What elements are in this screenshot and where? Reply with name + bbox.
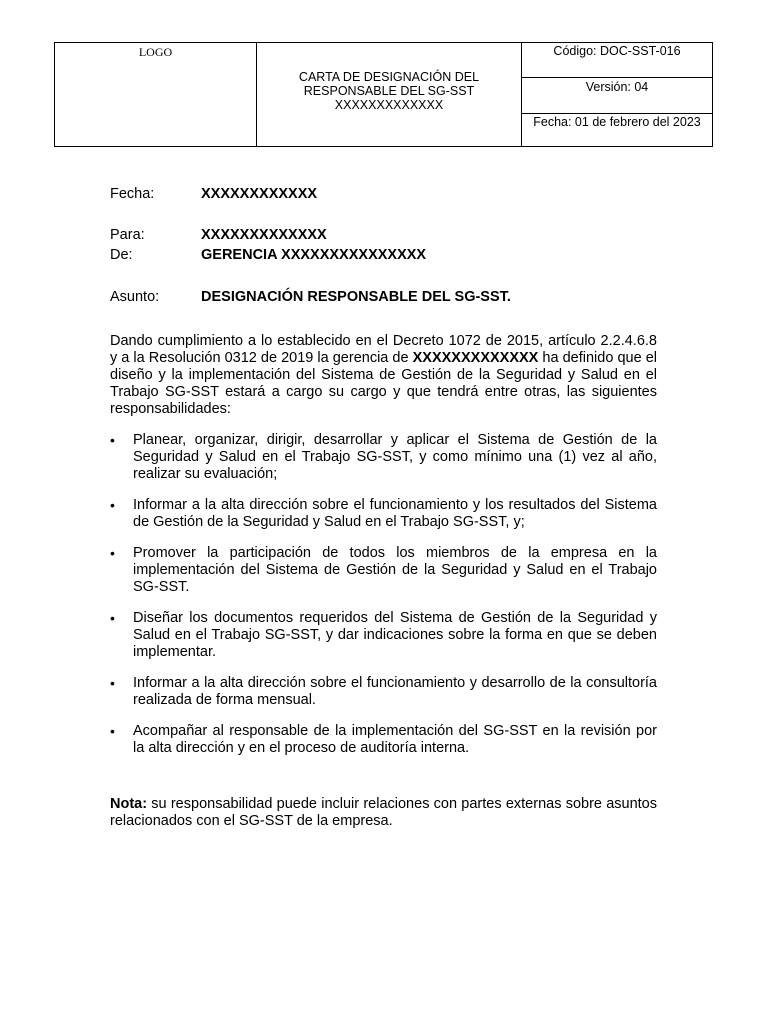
list-item-text: Promover la participación de todos los miembros de la empresa en la implementación del Sistema de Gestión de la Seguridad y Salud en el Trabajo SG-SST.: [133, 545, 657, 595]
fecha-value: XXXXXXXXXXXX: [201, 186, 318, 202]
list-item: [110, 545, 657, 596]
bullet-icon: •: [110, 497, 115, 513]
document-title: [257, 70, 521, 112]
document-header-table: [54, 42, 713, 147]
para-value: XXXXXXXXXXXXX: [201, 227, 327, 243]
list-item: [110, 675, 657, 709]
title-line-1: CARTA DE DESIGNACIÓN DEL: [298, 69, 480, 84]
de-field: [110, 247, 426, 263]
title-line-3: XXXXXXXXXXXXX: [334, 97, 444, 112]
nota-label: Nota:: [110, 796, 148, 812]
fecha-label: Fecha:: [110, 186, 155, 202]
responsibilities-list: [110, 432, 657, 771]
fecha-header-text: Fecha: 01 de febrero del 2023: [533, 115, 701, 129]
list-item: [110, 432, 657, 483]
list-item-text: Informar a la alta dirección sobre el funcionamiento y desarrollo de la consultoría realizada de forma mensual.: [133, 675, 657, 708]
list-item-text: Planear, organizar, dirigir, desarrollar y aplicar el Sistema de Gestión de la Seguridad y Salud en el Trabajo SG-SST, y como mínimo una (1) vez al año, realizar su evaluación;: [133, 432, 657, 482]
para-label: Para:: [110, 227, 145, 243]
intro-part-1: Dando cumplimiento a lo establecido en el Decreto 1072 de 2015, artículo 2.2.4.6.8 y a la Resolución 0312 de 2019 la gerencia de: [110, 333, 657, 366]
fecha-row: [522, 114, 712, 146]
bullet-icon: •: [110, 545, 115, 561]
de-label: De:: [110, 247, 133, 263]
list-item: [110, 610, 657, 661]
bullet-icon: •: [110, 432, 115, 448]
intro-part-2: ha definido que el diseño y la implementación del Sistema de Gestión de la Seguridad y Salud en el Trabajo SG-SST estará a cargo su cargo y que tendrá entre otras, las siguientes responsabilidades:: [110, 350, 657, 417]
list-item: [110, 497, 657, 531]
nota-paragraph: [110, 796, 657, 830]
intro-paragraph: [110, 333, 657, 418]
list-item-text: Informar a la alta dirección sobre el funcionamiento y los resultados del Sistema de Gestión de la Seguridad y Salud en el Trabajo SG-SST, y;: [133, 497, 657, 530]
nota-text: su responsabilidad puede incluir relaciones con partes externas sobre asuntos relacionados con el SG-SST de la empresa.: [110, 796, 657, 829]
version-row: [522, 78, 712, 114]
fecha-field: [110, 186, 317, 202]
asunto-value: DESIGNACIÓN RESPONSABLE DEL SG-SST.: [201, 289, 511, 305]
asunto-field: [110, 289, 511, 305]
title-line-2: RESPONSABLE DEL SG-SST: [303, 83, 475, 98]
logo-text: LOGO: [138, 45, 173, 59]
codigo-row: [522, 43, 712, 78]
asunto-label: Asunto:: [110, 289, 160, 305]
bullet-icon: •: [110, 610, 115, 626]
bullet-icon: •: [110, 723, 115, 739]
de-value: GERENCIA XXXXXXXXXXXXXXX: [201, 247, 427, 263]
list-item: [110, 723, 657, 757]
version-text: Versión: 04: [585, 80, 649, 94]
codigo-text: Código: DOC-SST-016: [553, 44, 681, 58]
intro-company: XXXXXXXXXXXXX: [412, 350, 539, 366]
bullet-icon: •: [110, 675, 115, 691]
logo-placeholder: [55, 43, 257, 147]
document-title-cell: [257, 43, 522, 147]
list-item-text: Acompañar al responsable de la implementación del SG-SST en la revisión por la alta dirección y en el proceso de auditoría interna.: [133, 723, 657, 756]
para-field: [110, 227, 327, 243]
document-meta-cell: [522, 43, 713, 147]
list-item-text: Diseñar los documentos requeridos del Sistema de Gestión de la Seguridad y Salud en el Trabajo SG-SST, y dar indicaciones sobre la forma en que se deben implementar.: [133, 610, 657, 660]
